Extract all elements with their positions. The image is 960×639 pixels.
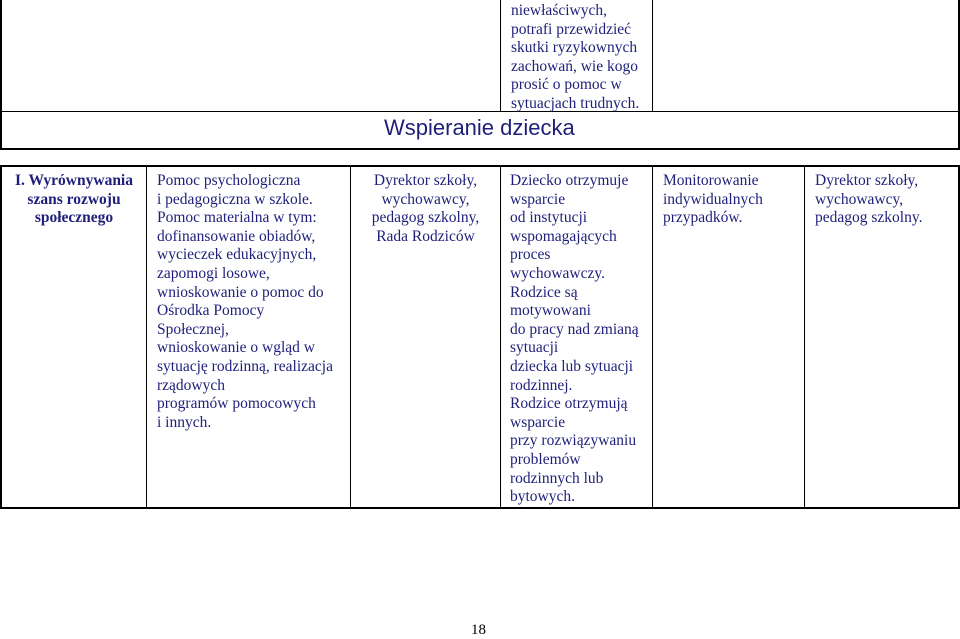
text-line: Rodzice są (510, 283, 578, 301)
row-col-border-3 (500, 165, 501, 509)
text-line: wspomagających (510, 227, 617, 245)
text-line: prosić o pomoc w (511, 76, 622, 94)
text-line: rodzinnej. (510, 376, 573, 394)
row-col-border-5 (804, 165, 805, 509)
text-line: wychowawczy. (510, 264, 605, 282)
text-line: i innych. (157, 413, 212, 431)
row-col-tasks (157, 172, 333, 432)
page-number: 18 (471, 622, 486, 638)
text-line: wychowawcy, (381, 190, 470, 208)
text-line: zapomogi losowe, (157, 264, 270, 282)
text-line: problemów (510, 450, 581, 468)
text-line: wnioskowanie o wgląd w (157, 339, 315, 357)
text-line: wychowawcy, (815, 190, 904, 208)
top-table-mid-rule (0, 111, 960, 112)
text-line: proces (510, 246, 551, 264)
text-line: I. Wyrównywania (15, 172, 133, 189)
text-line: motywowani (510, 302, 591, 320)
row-col-border-1 (146, 165, 147, 509)
text-line: wsparcie (510, 413, 566, 431)
text-line: niewłaściwych, (511, 2, 607, 19)
text-line: potrafi przewidzieć (511, 20, 632, 38)
text-line: sytuację rodzinną, realizacja (157, 357, 333, 375)
text-line: skutki ryzykownych (511, 39, 638, 57)
text-line: Społecznej, (157, 320, 229, 338)
text-line: zachowań, wie kogo (511, 57, 638, 75)
text-line: Rodzice otrzymują (510, 395, 628, 413)
text-line: rodzinnych lub (510, 469, 604, 487)
text-line: i pedagogiczna w szkole. (157, 190, 313, 208)
text-line: wnioskowanie o pomoc do (157, 283, 324, 301)
top-table-bottom-rule (0, 148, 960, 150)
text-line: do pracy nad zmianą (510, 320, 639, 338)
text-line: rządowych (157, 376, 225, 394)
top-cell-text (511, 2, 639, 114)
text-line: Dyrektor szkoły, (373, 172, 478, 189)
text-line: Dyrektor szkoły, (815, 172, 919, 189)
text-line: pedagog szkolny. (815, 209, 923, 227)
text-line: wycieczek edukacyjnych, (157, 246, 317, 264)
text-line: dziecka lub sytuacji (510, 357, 634, 375)
text-line: społecznego (34, 209, 114, 227)
text-line: Dziecko otrzymuje (510, 172, 629, 189)
text-line: bytowych. (510, 488, 576, 506)
text-line: przypadków. (663, 209, 743, 227)
section-heading: Wspieranie dziecka (384, 115, 575, 140)
text-line: szans rozwoju (27, 190, 121, 208)
text-line: od instytucji (510, 209, 588, 227)
text-line: indywidualnych (663, 190, 763, 208)
text-line: Pomoc psychologiczna (157, 172, 301, 189)
row-col-evaluation (663, 172, 763, 228)
text-line: Pomoc materialna w tym: (157, 209, 317, 227)
text-line: Ośrodka Pomocy (157, 302, 265, 320)
row-col-border-4 (652, 165, 653, 509)
top-table-divider-right (652, 0, 653, 112)
text-line: wsparcie (510, 190, 566, 208)
text-line: sytuacji (510, 339, 559, 357)
row-col-evaluator (815, 172, 922, 228)
text-line: dofinansowanie obiadów, (157, 227, 316, 245)
top-table-left-border (0, 0, 2, 149)
text-line: sytuacjach trudnych. (511, 94, 640, 112)
text-line: programów pomocowych (157, 395, 316, 413)
text-line: przy rozwiązywaniu (510, 432, 637, 450)
row-col-area (2, 172, 146, 228)
text-line: Monitorowanie (663, 172, 759, 189)
row-bottom-rule (0, 507, 960, 509)
text-line: Rada Rodziców (376, 227, 475, 245)
text-line: pedagog szkolny, (371, 209, 480, 227)
row-top-rule (0, 165, 960, 167)
row-col-outcomes (510, 172, 639, 507)
row-col-responsible (351, 172, 500, 246)
top-table-divider-left (500, 0, 501, 112)
